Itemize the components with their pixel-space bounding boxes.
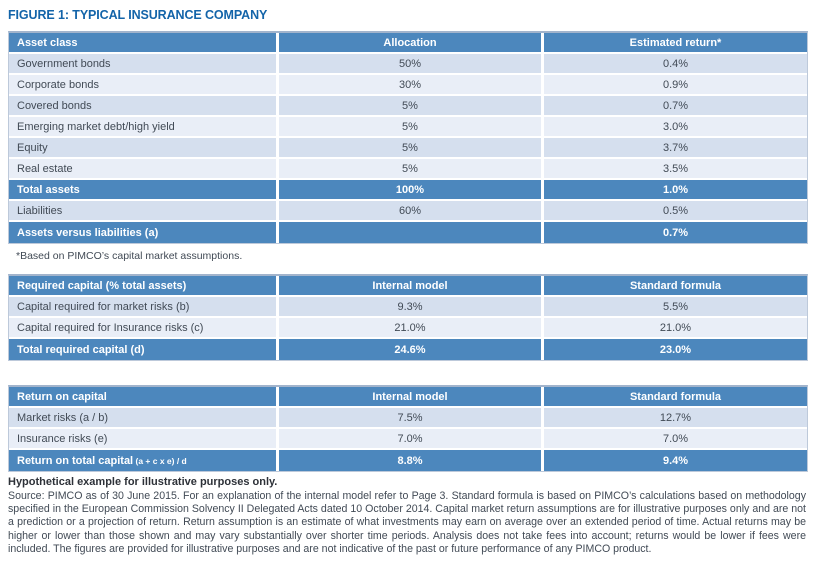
table-row <box>9 75 807 96</box>
column-header: Return on capital <box>9 387 276 408</box>
cell-value: 9.4% <box>541 450 807 471</box>
column-header: Required capital (% total assets) <box>9 276 276 297</box>
column-header: Internal model <box>276 276 541 297</box>
row-label: Emerging market debt/high yield <box>9 117 276 138</box>
row-label: Real estate <box>9 159 276 180</box>
footer <box>8 476 806 556</box>
cell-value: 5.5% <box>541 297 807 318</box>
column-header: Allocation <box>276 33 541 54</box>
table-row <box>9 180 807 201</box>
cell-value: 3.0% <box>541 117 807 138</box>
row-label: Return on total capital (a + c x e) / d <box>9 450 276 471</box>
cell-value: 5% <box>276 138 541 159</box>
cell-value: 100% <box>276 180 541 201</box>
table-row <box>9 96 807 117</box>
column-header: Standard formula <box>541 276 807 297</box>
column-header: Estimated return* <box>541 33 807 54</box>
table-footnote: *Based on PIMCO’s capital market assumptions. <box>16 250 243 262</box>
row-label: Market risks (a / b) <box>9 408 276 429</box>
cell-value: 60% <box>276 201 541 222</box>
table-row <box>9 117 807 138</box>
cell-value: 3.5% <box>541 159 807 180</box>
cell-value: 9.3% <box>276 297 541 318</box>
cell-value: 21.0% <box>276 318 541 339</box>
figure-title: FIGURE 1: TYPICAL INSURANCE COMPANY <box>8 8 268 22</box>
table-row <box>9 318 807 339</box>
table-row <box>9 54 807 75</box>
asset-allocation-table <box>8 31 808 244</box>
cell-value: 1.0% <box>541 180 807 201</box>
cell-value: 21.0% <box>541 318 807 339</box>
hypothetical-note: Hypothetical example for illustrative purposes only. <box>8 476 278 488</box>
column-header: Standard formula <box>541 387 807 408</box>
cell-value: 7.5% <box>276 408 541 429</box>
cell-value: 5% <box>276 159 541 180</box>
header-row <box>9 276 807 297</box>
table-row <box>9 339 807 360</box>
row-label: Liabilities <box>9 201 276 222</box>
cell-value: 5% <box>276 96 541 117</box>
row-label: Covered bonds <box>9 96 276 117</box>
cell-value: 3.7% <box>541 138 807 159</box>
row-label: Insurance risks (e) <box>9 429 276 450</box>
row-label: Total assets <box>9 180 276 201</box>
header-row <box>9 33 807 54</box>
required-capital-table <box>8 274 808 361</box>
table-row <box>9 297 807 318</box>
cell-value: 7.0% <box>541 429 807 450</box>
cell-value: 0.7% <box>541 96 807 117</box>
cell-value: 0.4% <box>541 54 807 75</box>
cell-value <box>276 222 541 243</box>
cell-value: 5% <box>276 117 541 138</box>
row-label-formula: (a + c x e) / d <box>133 455 187 466</box>
row-label: Equity <box>9 138 276 159</box>
cell-value: 0.7% <box>541 222 807 243</box>
row-label: Assets versus liabilities (a) <box>9 222 276 243</box>
table-row <box>9 201 807 222</box>
table-row <box>9 138 807 159</box>
table-row <box>9 429 807 450</box>
table-row <box>9 159 807 180</box>
cell-value: 23.0% <box>541 339 807 360</box>
cell-value: 24.6% <box>276 339 541 360</box>
source-disclaimer: Source: PIMCO as of 30 June 2015. For an explanation of the internal model refer to Page 3. Standard formula is based on PIMCO’s calculations based on methodology specified in the European Commission Solvency II Delegated Acts dated 10 October 2014. Capital market return assumptions are for illustrative purposes only and are not a prediction or a projection of return. Return assumption is an estimate of what investments may earn on average over an extended period of time. Actual returns may be higher or lower than those shown and may vary substantially over shorter time periods. Analysis does not take fees into account; returns would be lower if fees were included. The figures are provided for illustrative purposes and are not indicative of the past or future performance of any PIMCO product. <box>8 490 806 555</box>
spacer <box>8 263 806 274</box>
cell-value: 8.8% <box>276 450 541 471</box>
cell-value: 50% <box>276 54 541 75</box>
cell-value: 0.9% <box>541 75 807 96</box>
cell-value: 30% <box>276 75 541 96</box>
cell-value: 12.7% <box>541 408 807 429</box>
column-header: Asset class <box>9 33 276 54</box>
cell-value: 7.0% <box>276 429 541 450</box>
row-label: Capital required for market risks (b) <box>9 297 276 318</box>
header-row <box>9 387 807 408</box>
cell-value: 0.5% <box>541 201 807 222</box>
row-label: Government bonds <box>9 54 276 75</box>
row-label: Corporate bonds <box>9 75 276 96</box>
column-header: Internal model <box>276 387 541 408</box>
table-row <box>9 408 807 429</box>
row-label: Total required capital (d) <box>9 339 276 360</box>
return-on-capital-table <box>8 385 808 472</box>
table-row <box>9 450 807 471</box>
table-row <box>9 222 807 243</box>
spacer <box>8 361 806 385</box>
row-label: Capital required for Insurance risks (c) <box>9 318 276 339</box>
